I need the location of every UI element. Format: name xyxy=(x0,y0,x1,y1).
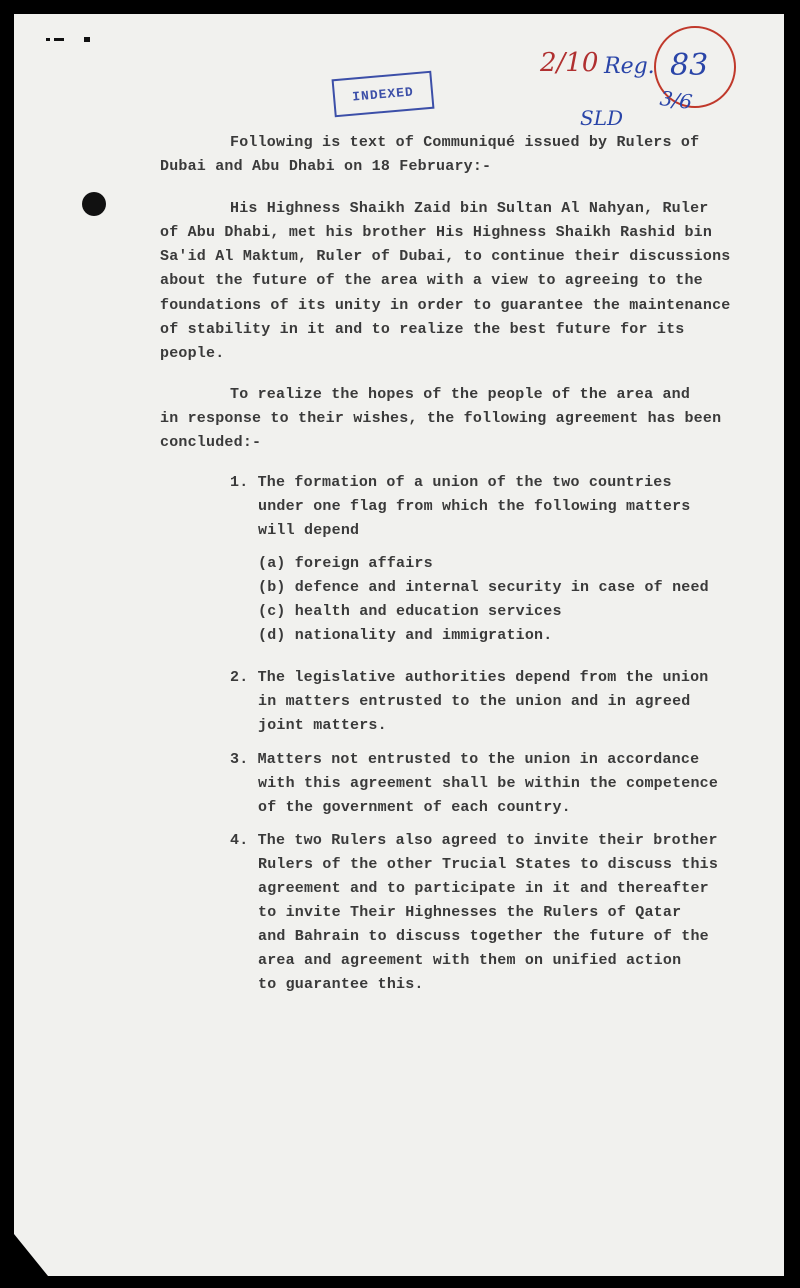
text-line: will depend xyxy=(258,522,360,539)
text-line: Sa'id Al Maktum, Ruler of Dubai, to continue their discussions xyxy=(160,248,731,265)
speck-mark xyxy=(46,38,50,41)
reg-annotation: Reg. xyxy=(604,54,655,79)
text-line: people. xyxy=(160,345,225,362)
text-line: to invite Their Highnesses the Rulers of Qatar xyxy=(258,904,682,921)
text-line: concluded:- xyxy=(160,434,262,451)
sub-item-d: (d) nationality and immigration. xyxy=(258,627,553,644)
text-line: foundations of its unity in order to guarantee the maintenance xyxy=(160,297,731,314)
text-line: To realize the hopes of the people of the area and xyxy=(230,386,691,403)
text-line: and Bahrain to discuss together the future of the xyxy=(258,928,709,945)
list-item-2: 2. The legislative authorities depend from the union xyxy=(230,669,709,686)
circled-number-annotation: 83 xyxy=(670,48,709,83)
text-line: in response to their wishes, the following agreement has been xyxy=(160,410,722,427)
text-line: to guarantee this. xyxy=(258,976,424,993)
text-line: area and agreement with them on unified action xyxy=(258,952,682,969)
sub-item-a: (a) foreign affairs xyxy=(258,555,433,572)
text-line: in matters entrusted to the union and in agreed xyxy=(258,693,691,710)
text-line: His Highness Shaikh Zaid bin Sultan Al Nahyan, Ruler xyxy=(230,200,709,217)
sub-item-b: (b) defence and internal security in case of need xyxy=(258,579,709,596)
list-item-4: 4. The two Rulers also agreed to invite their brother xyxy=(230,832,718,849)
text-line: Following is text of Communiqué issued by Rulers of xyxy=(230,134,700,151)
text-line: of the government of each country. xyxy=(258,799,571,816)
speck-mark xyxy=(54,38,64,41)
folio-annotation: 2/10 xyxy=(540,48,599,78)
initials-annotation: SLD xyxy=(580,106,624,130)
text-line: agreement and to participate in it and thereafter xyxy=(258,880,709,897)
punch-hole xyxy=(82,192,106,216)
text-line: of Abu Dhabi, met his brother His Highness Shaikh Rashid bin xyxy=(160,224,713,241)
reference-annotation: 3/6 xyxy=(658,85,694,115)
text-line: with this agreement shall be within the competence xyxy=(258,775,719,792)
text-line: about the future of the area with a view to agreeing to the xyxy=(160,272,703,289)
text-line: under one flag from which the following matters xyxy=(258,498,691,515)
speck-mark xyxy=(84,37,90,42)
folded-corner xyxy=(14,1234,48,1276)
text-line: of stability in it and to realize the best future for its xyxy=(160,321,685,338)
text-line: joint matters. xyxy=(258,717,387,734)
indexed-stamp: INDEXED xyxy=(332,71,435,118)
sub-item-c: (c) health and education services xyxy=(258,603,562,620)
text-line: Rulers of the other Trucial States to discuss this xyxy=(258,856,719,873)
text-line: Dubai and Abu Dhabi on 18 February:- xyxy=(160,158,492,175)
list-item-3: 3. Matters not entrusted to the union in accordance xyxy=(230,751,700,768)
list-item-1: 1. The formation of a union of the two countries xyxy=(230,474,672,491)
